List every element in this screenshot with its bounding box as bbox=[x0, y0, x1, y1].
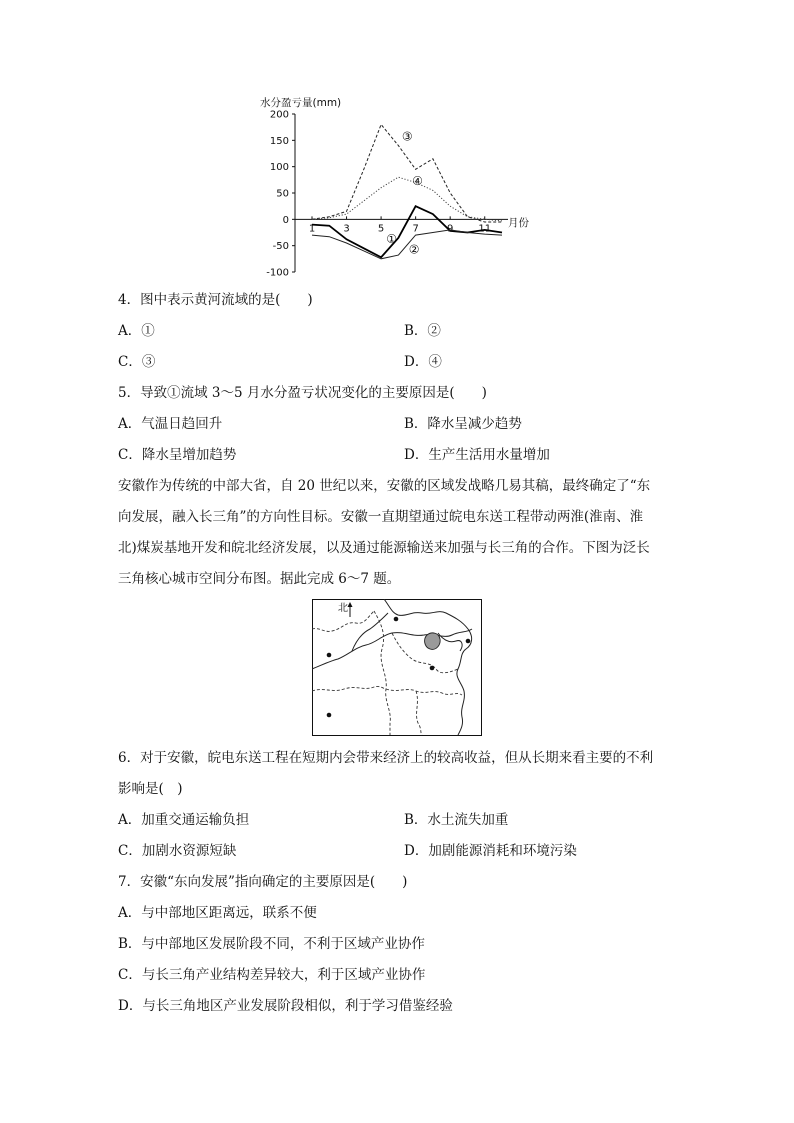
q4-option-b[interactable]: B．② bbox=[404, 323, 441, 339]
q4-option-c[interactable]: C．③ bbox=[118, 354, 156, 370]
q7-option-c[interactable]: C．与长三角产业结构差异较大，利于区域产业协作 bbox=[118, 967, 426, 983]
y-tick-label: 50 bbox=[276, 188, 289, 200]
passage-line-1: 安徽作为传统的中部大省，自 20 世纪以来，安徽的区域发战略几易其稿，最终确定了“东 bbox=[118, 478, 651, 494]
series-label-1: ③ bbox=[401, 129, 413, 144]
q7-option-d[interactable]: D．与长三角地区产业发展阶段相似，利于学习借鉴经验 bbox=[118, 998, 453, 1014]
y-tick-label: 0 bbox=[282, 214, 289, 226]
passage-line-4: 三角核心城市空间分布图。据此完成 6～7 题。 bbox=[118, 571, 401, 587]
q6-stem-line-1: 6．对于安徽，皖电东送工程在短期内会带来经济上的较高收益，但从长期来看主要的不利 bbox=[118, 750, 654, 766]
x-tick-label: 3 bbox=[343, 223, 350, 235]
q7-stem: 7．安徽“东向发展”指向确定的主要原因是( ) bbox=[118, 874, 408, 890]
city-dot bbox=[466, 639, 471, 644]
series-label-2: ④ bbox=[412, 174, 423, 189]
passage-line-2: 向发展，融入长三角”的方向性目标。安徽一直期望通过皖电东送工程带动两淮(淮南、淮 bbox=[118, 509, 644, 525]
q4-option-a[interactable]: A．① bbox=[118, 323, 155, 339]
q5-option-b[interactable]: B．降水呈减少趋势 bbox=[404, 416, 522, 432]
series-label-4: ② bbox=[408, 242, 420, 257]
q4-option-d[interactable]: D．④ bbox=[404, 354, 442, 370]
water-balance-chart bbox=[255, 92, 545, 282]
x-tick-label: 11 bbox=[478, 223, 492, 235]
series-line-1 bbox=[312, 206, 502, 257]
city-dot bbox=[394, 617, 399, 622]
chart-x-axis-label: 月份 bbox=[508, 217, 529, 229]
q6-option-d[interactable]: D．加剧能源消耗和环境污染 bbox=[404, 843, 577, 859]
x-tick-label: 7 bbox=[412, 223, 419, 235]
q5-stem: 5．导致①流域 3～5 月水分盈亏状况变化的主要原因是( ) bbox=[118, 385, 487, 401]
y-tick-label: -100 bbox=[266, 267, 289, 279]
q5-option-d[interactable]: D．生产生活用水量增加 bbox=[404, 447, 550, 463]
q4-stem: 4．图中表示黄河流域的是( ) bbox=[118, 292, 313, 308]
yangtze-delta-city-map bbox=[312, 599, 482, 736]
chart-y-axis-label: 水分盈亏量(mm) bbox=[260, 97, 342, 109]
x-tick-label: 9 bbox=[446, 223, 454, 235]
q6-option-b[interactable]: B．水土流失加重 bbox=[404, 812, 509, 828]
chart-axes bbox=[266, 110, 508, 279]
city-dot bbox=[430, 666, 435, 671]
q6-stem-line-2: 影响是( ) bbox=[118, 781, 183, 797]
taihu-lake bbox=[425, 633, 441, 649]
x-tick-label: 5 bbox=[377, 223, 385, 235]
q6-option-a[interactable]: A．加重交通运输负担 bbox=[118, 812, 250, 828]
chart-series bbox=[312, 125, 502, 259]
y-tick-label: 100 bbox=[269, 162, 289, 174]
passage-line-3: 北)煤炭基地开发和皖北经济发展，以及通过能源输送来加强与长三角的合作。下图为泛长 bbox=[118, 540, 650, 556]
y-tick-label: 200 bbox=[269, 109, 289, 121]
y-tick-label: -50 bbox=[272, 241, 289, 253]
x-tick-label: 1 bbox=[308, 223, 316, 235]
series-label-3: ① bbox=[386, 232, 398, 247]
q7-option-a[interactable]: A．与中部地区距离远，联系不便 bbox=[118, 905, 317, 921]
q5-option-c[interactable]: C．降水呈增加趋势 bbox=[118, 447, 237, 463]
city-dot bbox=[327, 713, 332, 718]
q5-option-a[interactable]: A．气温日趋回升 bbox=[118, 416, 223, 432]
q6-option-c[interactable]: C．加剧水资源短缺 bbox=[118, 843, 237, 859]
series-line-4 bbox=[312, 177, 502, 221]
q7-option-b[interactable]: B．与中部地区发展阶段不同，不利于区域产业协作 bbox=[118, 936, 425, 952]
city-dot bbox=[327, 653, 332, 658]
y-tick-label: 150 bbox=[269, 135, 289, 147]
north-label: 北 bbox=[338, 603, 348, 614]
